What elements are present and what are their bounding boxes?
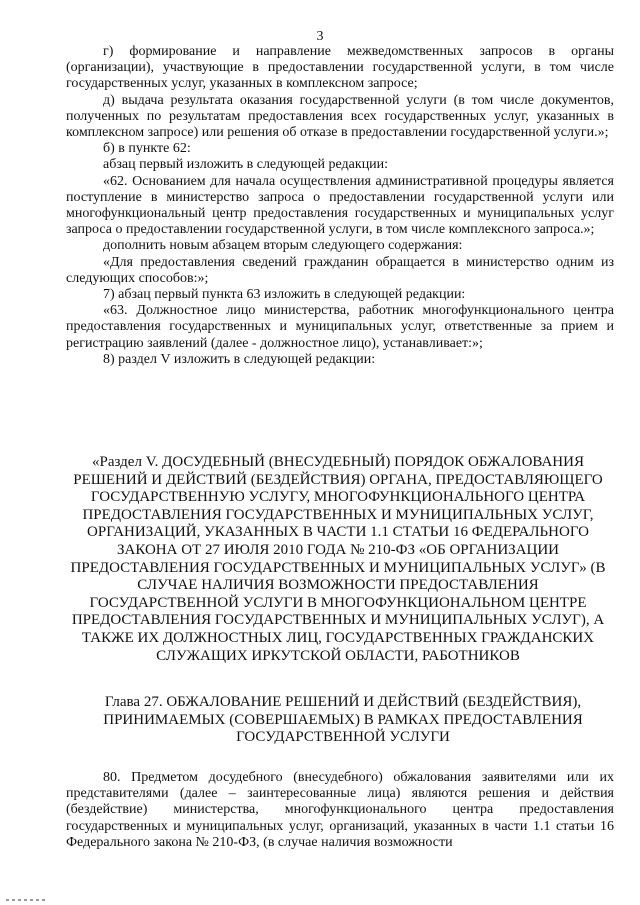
paragraph-item-g: г) формирование и направление межведомственных запросов в органы (организации), участвующие в предоставлении государственной услуги, в том числе государственных услуг, указанных в комплексном запросе; — [66, 44, 614, 92]
chapter-heading: Глава 27. ОБЖАЛОВАНИЕ РЕШЕНИЙ И ДЕЙСТВИЙ (БЕЗДЕЙСТВИЯ), ПРИНИМАЕМЫХ (СОВЕРШАЕМЫХ) В РАМКАХ ПРЕДОСТАВЛЕНИЯ ГОСУДАРСТВЕННОЙ УСЛУГИ — [103, 694, 583, 746]
page-number: 3 — [316, 29, 324, 44]
section-heading: «Раздел V. ДОСУДЕБНЫЙ (ВНЕСУДЕБНЫЙ) ПОРЯДОК ОБЖАЛОВАНИЯ РЕШЕНИЙ И ДЕЙСТВИЙ (БЕЗДЕЙСТВИЯ) ОРГАНА, ПРЕДОСТАВЛЯЮЩЕГО ГОСУДАРСТВЕННУЮ УСЛУГУ, МНОГОФУНКЦИОНАЛЬНОГО ЦЕНТРА ПРЕДОСТАВЛЕНИЯ ГОСУДАРСТВЕННЫХ И МУНИЦИПАЛЬНЫХ УСЛУГ, ОРГАНИЗАЦИЙ, УКАЗАННЫХ В ЧАСТИ 1.1 СТАТЬИ 16 ФЕДЕРАЛЬНОГО ЗАКОНА ОТ 27 ИЮЛЯ 2010 ГОДА № 210-ФЗ «ОБ ОРГАНИЗАЦИИ ПРЕДОСТАВЛЕНИЯ ГОСУДАРСТВЕННЫХ И МУНИЦИПАЛЬНЫХ УСЛУГ» (В СЛУЧАЕ НАЛИЧИЯ ВОЗМОЖНОСТИ ПРЕДОСТАВЛЕНИЯ ГОСУДАРСТВЕННОЙ УСЛУГИ В МНОГОФУНКЦИОНАЛЬНОМ ЦЕНТРЕ ПРЕДОСТАВЛЕНИЯ ГОСУДАРСТВЕННЫХ И МУНИЦИПАЛЬНЫХ УСЛУГ), А ТАКЖЕ ИХ ДОЛЖНОСТНЫХ ЛИЦ, ГОСУДАРСТВЕННЫХ ГРАЖДАНСКИХ СЛУЖАЩИХ ИРКУТСКОЙ ОБЛАСТИ, РАБОТНИКОВ — [70, 454, 606, 664]
body-text-top — [66, 44, 614, 368]
paragraph-instruction: абзац первый изложить в следующей редакции: — [103, 157, 389, 173]
paragraph-quote-methods: «Для предоставления сведений гражданин обращается в министерство одним из следующих способов:»; — [66, 254, 614, 286]
paragraph-point-80: 80. Предметом досудебного (внесудебного) обжалования заявителями или их представителями (далее – заинтересованные лица) являются решения и действия (бездействие) министерства, многофункционального центра предоставления государственных и муниципальных услуг, организаций, указанных в части 1.1 статьи 16 Федерального закона № 210-ФЗ, (в случае наличия возможности — [66, 770, 614, 850]
paragraph-item-d: д) выдача результата оказания государственной услуги (в том числе документов, полученных по результатам предоставления всех государственных услуг, указанных в комплексном запросе) или решения об отказе в предоставлении государственной услуги.»; — [66, 92, 614, 141]
paragraph-point-62: «62. Основанием для начала осуществления административной процедуры является поступление в министерство запроса о предоставлении государственной услуги или многофункциональный центр предоставления государственных и муниципальных услуг запроса о предоставлении государственной услуги, в том числе комплексного запроса.»; — [66, 173, 614, 238]
paragraph-point-63: «63. Должностное лицо министерства, работник многофункционального центра предоставления государственных и муниципальных услуг, ответственные за прием и регистрацию заявлений (далее - должностное лицо), устанавливает:»; — [66, 303, 614, 351]
paragraph-item-7: 7) абзац первый пункта 63 изложить в следующей редакции: — [103, 287, 466, 303]
paragraph-instruction-add: дополнить новым абзацем вторым следующего содержания: — [103, 238, 463, 254]
body-text-bottom — [66, 770, 614, 851]
paragraph-subpoint-b: б) в пункте 62: — [103, 141, 191, 157]
scan-artifact — [6, 899, 46, 901]
paragraph-item-8: 8) раздел V изложить в следующей редакции: — [103, 351, 376, 367]
